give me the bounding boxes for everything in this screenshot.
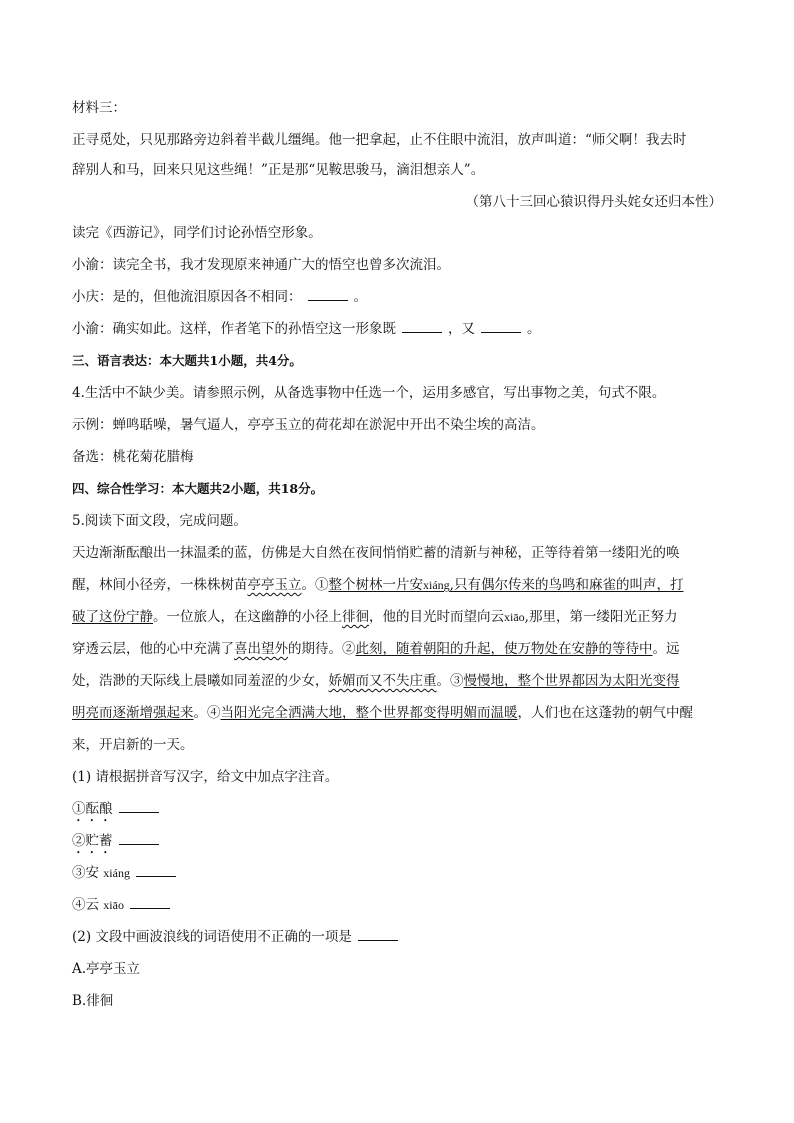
passage-line: [72, 607, 677, 627]
item-word: ②贮蓄: [72, 833, 113, 849]
material-source: （第八十三回心猿识得丹头姹女还归本性）: [465, 194, 722, 210]
subquestion-item: [72, 895, 176, 915]
answer-blank[interactable]: [130, 896, 170, 909]
item-word: ④云: [72, 897, 99, 913]
passage-text: 。④: [193, 705, 221, 721]
option-b[interactable]: B.徘徊: [72, 993, 114, 1009]
wavy-word: 亭亭玉立: [247, 577, 302, 593]
underlined-sentence: 破了这份宁静: [72, 609, 153, 625]
section-title: 四、综合性学习：本大题共2小题，共18分。: [72, 481, 324, 496]
wavy-word: 徘徊: [342, 609, 369, 625]
passage-text: 。③: [436, 673, 464, 689]
passage-text: 来，开启新的一天。: [72, 737, 194, 753]
passage-text: 天边渐渐酝酿出一抹温柔的蓝，仿佛是大自然在夜间悄悄贮蓄的清新与神秘，正等待着第一缕阳光的唤: [72, 545, 680, 561]
passage-line: [72, 735, 194, 755]
wavy-word: 娇媚而又不失庄重: [328, 673, 437, 689]
passage-text: 的期待。②: [288, 641, 356, 657]
discussion-intro: 读完《西游记》，同学们讨论孙悟空形象。: [72, 225, 322, 241]
subquestion-2: [72, 927, 404, 947]
answer-blank[interactable]: [481, 320, 521, 333]
passage-text: 穿透云层，他的心中充满了: [72, 641, 234, 657]
passage-line: [72, 575, 683, 595]
passage-text: 。一位旅人，在这幽静的小径上: [153, 609, 342, 625]
discussion-line: 小渝：读完全书，我才发现原来神通广大的悟空也曾多次流泪。: [72, 257, 450, 273]
question-prompt: 5.阅读下面文段，完成问题。: [72, 513, 247, 529]
underlined-sentence: 慢慢地，整个世界都因为太阳光变得: [463, 673, 680, 689]
material-text-line: 正寻觅处，只见那路旁边斜着半截儿缰绳。他一把拿起，止不住眼中流泪，放声叫道：“师父啊！我去时: [72, 132, 687, 148]
passage-text: 。①: [301, 577, 329, 593]
passage-line: [72, 703, 693, 723]
wavy-word: 喜出望外: [234, 641, 288, 657]
passage-line: [72, 671, 680, 691]
discussion-text: 小庆：是的，但他流泪原因各不相同：: [72, 289, 302, 305]
item-word: ①酝酿: [72, 801, 113, 817]
subquestion-item: [72, 863, 182, 883]
question-example: 示例：蝉鸣聒噪，暑气逼人，亭亭玉立的荷花却在淤泥中开出不染尘埃的高洁。: [72, 417, 545, 433]
subquestion-item: [72, 799, 165, 825]
material-heading: 材料三：: [72, 100, 126, 116]
passage-text: ，人们也在这蓬勃的朝气中醒: [517, 705, 693, 721]
underlined-sentence: [329, 577, 684, 593]
discussion-text: 。: [353, 289, 367, 305]
answer-blank[interactable]: [119, 800, 159, 813]
passage-text: 处，浩渺的天际线上晨曦如同羞涩的少女，: [72, 673, 329, 689]
answer-blank[interactable]: [358, 928, 398, 941]
pinyin: xiáng: [103, 866, 130, 880]
answer-blank[interactable]: [308, 288, 348, 301]
answer-blank[interactable]: [136, 864, 176, 877]
passage-text: 醒，林间小径旁，一株株树苗: [72, 577, 248, 593]
answer-blank[interactable]: [119, 832, 159, 845]
pinyin: xiáng: [423, 578, 450, 592]
subquestion-1: (1) 请根据拼音写汉字，给文中加点字注音。: [72, 769, 339, 785]
option-a[interactable]: A.亭亭玉立: [72, 961, 141, 977]
answer-blank[interactable]: [402, 320, 442, 333]
question-prompt: 4.生活中不缺少美。请参照示例，从备选事物中任选一个，运用多感官，写出事物之美，句式不限。: [72, 385, 666, 401]
passage-line: [72, 543, 680, 563]
underlined-sentence: 当阳光完全洒满大地，整个世界都变得明媚而温暖: [220, 705, 518, 721]
subquestion-text: (2) 文段中画波浪线的词语使用不正确的一项是: [72, 929, 352, 945]
underlined-sentence: 此刻，随着朝阳的升起，使万物处在安静的等待中: [355, 641, 653, 657]
material-text-line: 辞别人和马，回来只见这些绳！”正是那“见鞍思骏马，滴泪想亲人”。: [72, 162, 485, 178]
pinyin: xiāo: [504, 610, 525, 624]
discussion-text: 小渝：确实如此。这样，作者笔下的孙悟空这一形象既: [72, 321, 396, 337]
passage-line: [72, 639, 680, 659]
discussion-line: [72, 319, 541, 339]
passage-text: ,只有偶尔传来的鸟鸣和麻雀的叫声，打: [449, 577, 684, 593]
passage-text: 整个树林一片安: [328, 577, 423, 593]
item-word: ③安: [72, 865, 99, 881]
subquestion-item: [72, 831, 165, 857]
discussion-line: [72, 287, 367, 307]
passage-text: 。远: [652, 641, 680, 657]
section-title: 三、语言表达：本大题共1小题，共4分。: [72, 353, 302, 368]
discussion-text: ，又: [448, 321, 475, 337]
passage-text: ，他的目光时而望向云: [369, 609, 504, 625]
pinyin: xiāo: [103, 898, 124, 912]
passage-text: ,那里，第一缕阳光正努力: [524, 609, 678, 625]
question-options: 备选：桃花菊花腊梅: [72, 449, 194, 465]
underlined-sentence: 明亮而逐渐增强起来: [72, 705, 194, 721]
discussion-text: 。: [527, 321, 541, 337]
